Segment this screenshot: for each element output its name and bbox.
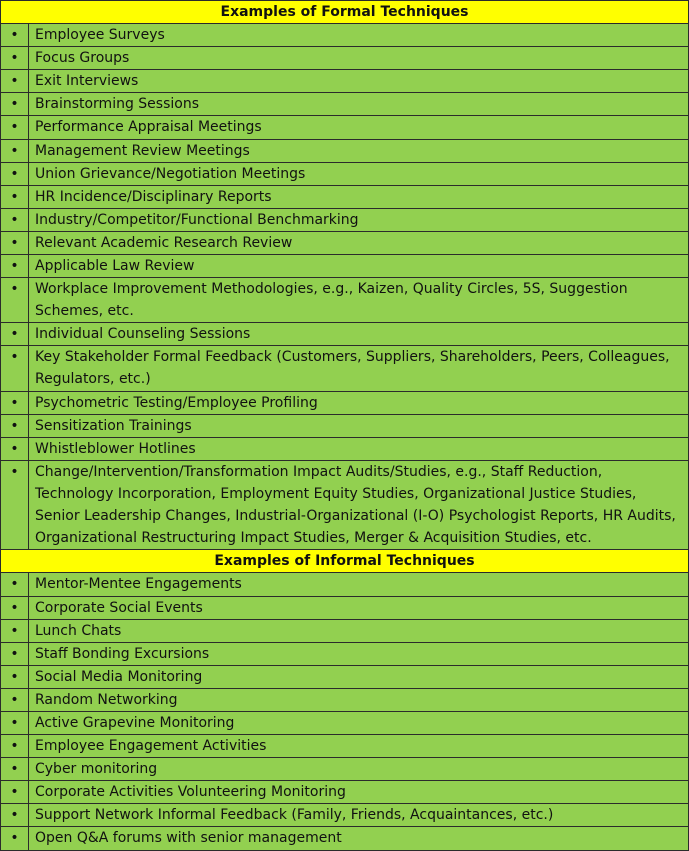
table-row [1, 93, 689, 116]
informal-header: Examples of Informal Techniques [1, 550, 689, 573]
list-item: Active Grapevine Monitoring [29, 711, 689, 734]
formal-header: Examples of Formal Techniques [1, 1, 689, 24]
list-item: Sensitization Trainings [29, 414, 689, 437]
bullet-icon: • [1, 231, 29, 254]
bullet-icon: • [1, 278, 29, 323]
table-row [1, 804, 689, 827]
list-item: Staff Bonding Excursions [29, 642, 689, 665]
table-row [1, 827, 689, 851]
table-row [1, 47, 689, 70]
bullet-icon: • [1, 804, 29, 827]
table-row [1, 162, 689, 185]
list-item: Workplace Improvement Methodologies, e.g., Kaizen, Quality Circles, 5S, Suggestion Schemes, etc. [29, 278, 689, 323]
list-item: Key Stakeholder Formal Feedback (Customers, Suppliers, Shareholders, Peers, Colleagues, Regulators, etc.) [29, 346, 689, 391]
table-row [1, 735, 689, 758]
bullet-icon: • [1, 346, 29, 391]
table-row [1, 116, 689, 139]
bullet-icon: • [1, 116, 29, 139]
list-item: Support Network Informal Feedback (Family, Friends, Acquaintances, etc.) [29, 804, 689, 827]
table-row [1, 437, 689, 460]
bullet-icon: • [1, 665, 29, 688]
table-row [1, 391, 689, 414]
table-row [1, 70, 689, 93]
bullet-icon: • [1, 711, 29, 734]
bullet-icon: • [1, 208, 29, 231]
table-row [1, 711, 689, 734]
list-item: Random Networking [29, 688, 689, 711]
bullet-icon: • [1, 255, 29, 278]
table-row [1, 665, 689, 688]
list-item: Whistleblower Hotlines [29, 437, 689, 460]
table-row [1, 208, 689, 231]
bullet-icon: • [1, 139, 29, 162]
table-row [1, 642, 689, 665]
list-item: Union Grievance/Negotiation Meetings [29, 162, 689, 185]
bullet-icon: • [1, 414, 29, 437]
list-item: Corporate Social Events [29, 596, 689, 619]
bullet-icon: • [1, 688, 29, 711]
table-row [1, 688, 689, 711]
list-item: Employee Surveys [29, 24, 689, 47]
bullet-icon: • [1, 619, 29, 642]
table-row [1, 278, 689, 323]
bullet-icon: • [1, 185, 29, 208]
bullet-icon: • [1, 323, 29, 346]
bullet-icon: • [1, 391, 29, 414]
bullet-icon: • [1, 573, 29, 596]
bullet-icon: • [1, 70, 29, 93]
list-item: Management Review Meetings [29, 139, 689, 162]
bullet-icon: • [1, 460, 29, 549]
list-item: Industry/Competitor/Functional Benchmarking [29, 208, 689, 231]
bullet-icon: • [1, 596, 29, 619]
list-item: Mentor-Mentee Engagements [29, 573, 689, 596]
list-item: Open Q&A forums with senior management [29, 827, 689, 851]
table-row [1, 573, 689, 596]
table-row [1, 139, 689, 162]
table-row [1, 346, 689, 391]
bullet-icon: • [1, 162, 29, 185]
table-row [1, 781, 689, 804]
table-row [1, 596, 689, 619]
list-item: Social Media Monitoring [29, 665, 689, 688]
bullet-icon: • [1, 24, 29, 47]
bullet-icon: • [1, 642, 29, 665]
bullet-icon: • [1, 47, 29, 70]
table-row [1, 231, 689, 254]
table-row [1, 24, 689, 47]
list-item: Employee Engagement Activities [29, 735, 689, 758]
bullet-icon: • [1, 758, 29, 781]
table-row [1, 619, 689, 642]
list-item: Performance Appraisal Meetings [29, 116, 689, 139]
list-item: Change/Intervention/Transformation Impact Audits/Studies, e.g., Staff Reduction, Technology Incorporation, Employment Equity Studies, Organizational Justice Studies, Senior Leadership Changes, Industrial-Organizational (I-O) Psychologist Reports, HR Audits, Organizational Restructuring Impact Studies, Merger & Acquisition Studies, etc. [29, 460, 689, 549]
list-item: Focus Groups [29, 47, 689, 70]
table-row [1, 255, 689, 278]
bullet-icon: • [1, 781, 29, 804]
list-item: Individual Counseling Sessions [29, 323, 689, 346]
table-row [1, 323, 689, 346]
table-row [1, 414, 689, 437]
list-item: Brainstorming Sessions [29, 93, 689, 116]
list-item: Lunch Chats [29, 619, 689, 642]
list-item: Applicable Law Review [29, 255, 689, 278]
table-row [1, 758, 689, 781]
list-item: Exit Interviews [29, 70, 689, 93]
list-item: Relevant Academic Research Review [29, 231, 689, 254]
bullet-icon: • [1, 735, 29, 758]
table-row [1, 185, 689, 208]
bullet-icon: • [1, 93, 29, 116]
bullet-icon: • [1, 437, 29, 460]
list-item: HR Incidence/Disciplinary Reports [29, 185, 689, 208]
informal-header-row [1, 550, 689, 573]
bullet-icon: • [1, 827, 29, 851]
list-item: Cyber monitoring [29, 758, 689, 781]
list-item: Psychometric Testing/Employee Profiling [29, 391, 689, 414]
list-item: Corporate Activities Volunteering Monitoring [29, 781, 689, 804]
formal-header-row [1, 1, 689, 24]
table-row [1, 460, 689, 549]
